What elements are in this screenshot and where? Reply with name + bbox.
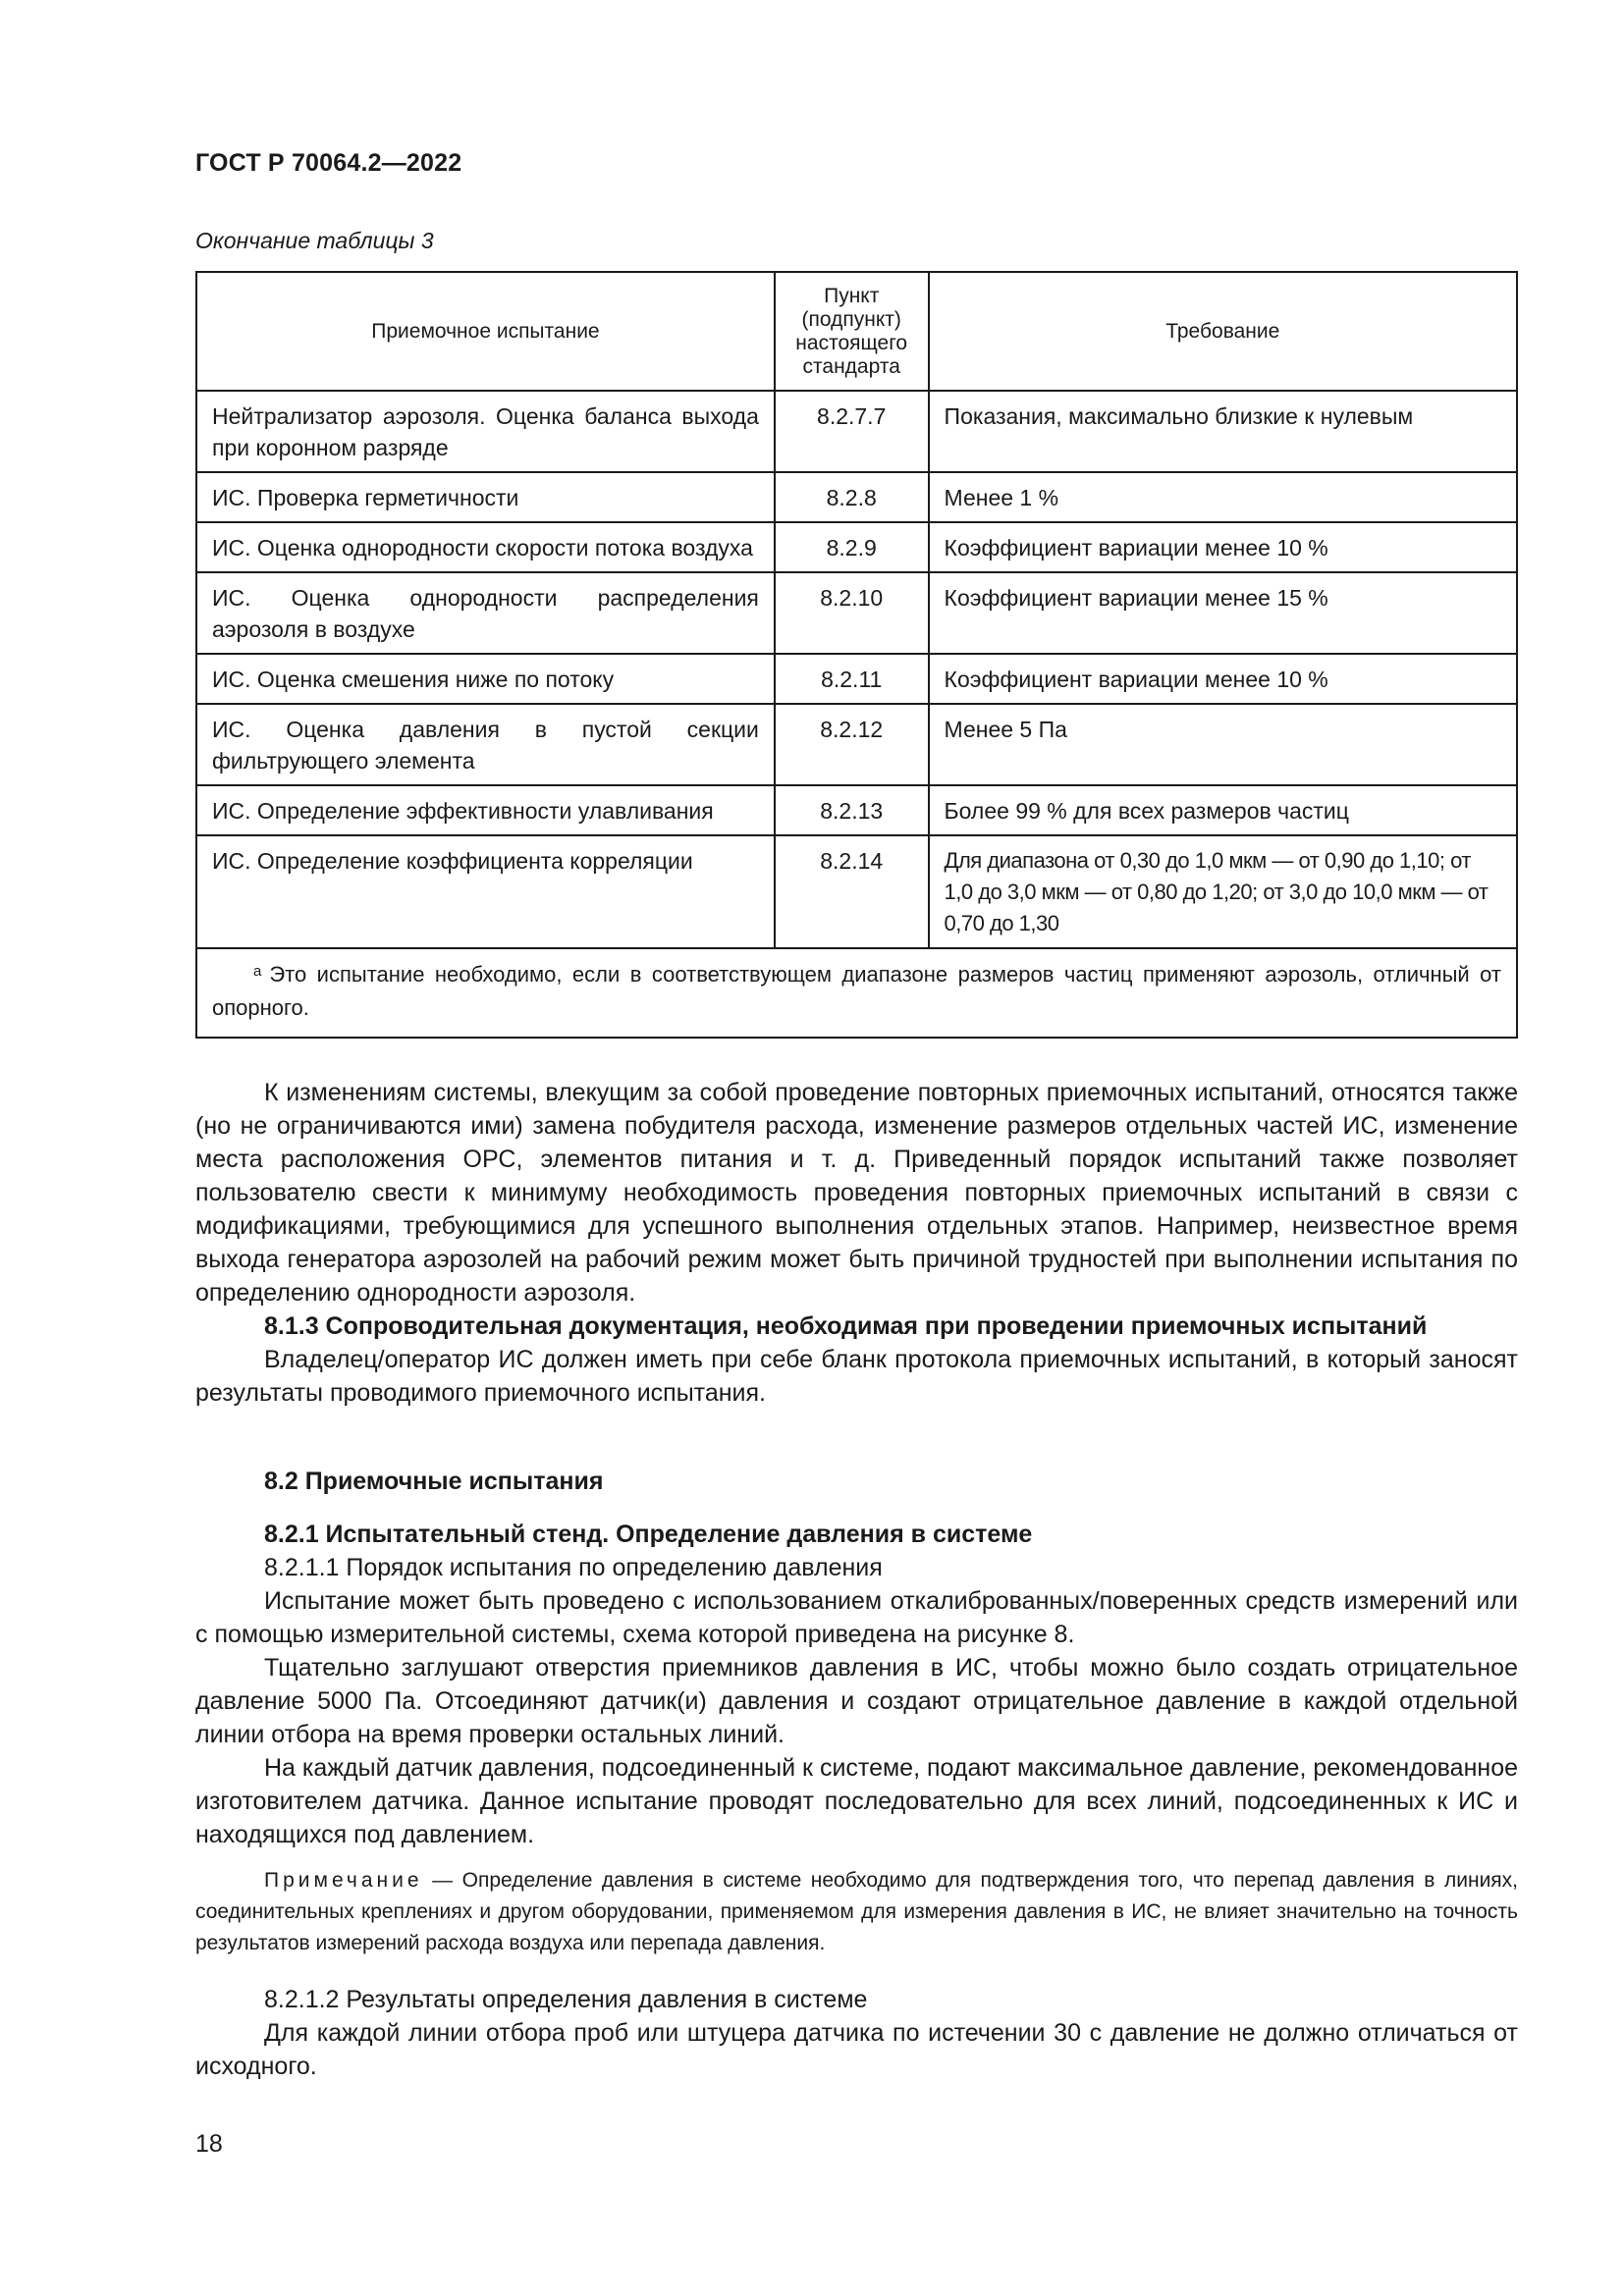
table-row bbox=[196, 704, 1517, 785]
section-heading-8-2: 8.2 Приемочные испытания bbox=[264, 1468, 604, 1495]
table-header-row bbox=[196, 272, 1517, 391]
page-number: 18 bbox=[195, 2130, 223, 2158]
subsection-heading-8-2-1-1: 8.2.1.1 Порядок испытания по определению давления bbox=[264, 1554, 883, 1581]
body-block-2 bbox=[195, 1465, 1518, 1498]
cell-test: ИС. Оценка смешения ниже по потоку bbox=[196, 654, 775, 704]
table-row bbox=[196, 572, 1517, 654]
cell-clause: 8.2.7.7 bbox=[775, 391, 929, 472]
footnote-text: Это испытание необходимо, если в соответствующем диапазоне размеров частиц применяют аэрозоль, отличный от опорного. bbox=[212, 962, 1501, 1020]
cell-test: Нейтрализатор аэрозоля. Оценка баланса выхода при коронном разряде bbox=[196, 391, 775, 472]
column-header-test: Приемочное испытание bbox=[196, 272, 775, 391]
note bbox=[195, 1865, 1518, 1959]
table-footnote bbox=[196, 948, 1517, 1038]
column-header-clause bbox=[775, 272, 929, 391]
paragraph: Владелец/оператор ИС должен иметь при себе бланк протокола приемочных испытаний, в который заносят результаты проводимого приемочного испытания. bbox=[195, 1346, 1518, 1407]
cell-clause: 8.2.9 bbox=[775, 522, 929, 572]
note-text: — Определение давления в системе необходимо для подтверждения того, что перепад давления в линиях, соединительных креплениях и другом оборудовании, применяемом для измерения давления в ИС, не влияет значительно на точность результатов измерений расхода воздуха или перепада давления. bbox=[195, 1869, 1519, 1954]
cell-clause: 8.2.14 bbox=[775, 835, 929, 948]
column-header-clause-line: (подпункт) bbox=[801, 307, 901, 331]
paragraph: К изменениям системы, влекущим за собой проведение повторных приемочных испытаний, относятся также (но не ограничиваются ими) замена побудителя расхода, изменение размеров отдельных частей ИС, изменение места расположения ОРС, элементов питания и т. д. Приведенный порядок испытаний также позволяет пользователю свести к минимуму необходимость проведения повторных приемочных испытаний в связи с модификациями, требующимися для успешного выполнения отдельных этапов. Например, неизвестное время выхода генератора аэрозолей на рабочий режим может быть причиной трудностей при выполнении испытания по определению однородности аэрозоля. bbox=[195, 1079, 1518, 1307]
cell-clause: 8.2.12 bbox=[775, 704, 929, 785]
body-block-4 bbox=[195, 1983, 1518, 2083]
table-row bbox=[196, 391, 1517, 472]
table-row bbox=[196, 472, 1517, 522]
column-header-clause-line: Пункт bbox=[824, 284, 880, 307]
footnote-marker: a bbox=[253, 963, 262, 980]
cell-clause: 8.2.8 bbox=[775, 472, 929, 522]
table-row bbox=[196, 522, 1517, 572]
section-heading-8-1-3: 8.1.3 Сопроводительная документация, необходимая при проведении приемочных испытаний bbox=[264, 1312, 1428, 1340]
column-header-requirement: Требование bbox=[929, 272, 1517, 391]
cell-clause: 8.2.11 bbox=[775, 654, 929, 704]
cell-requirement: Коэффициент вариации менее 10 % bbox=[929, 654, 1517, 704]
cell-requirement: Более 99 % для всех размеров частиц bbox=[929, 785, 1517, 835]
cell-clause: 8.2.13 bbox=[775, 785, 929, 835]
paragraph: На каждый датчик давления, подсоединенный к системе, подают максимальное давление, рекомендованное изготовителем датчика. Данное испытание проводят последовательно для всех линий, подсоединенных к ИС и находящихся под давлением. bbox=[195, 1754, 1518, 1848]
column-header-clause-line: настоящего bbox=[795, 331, 908, 354]
subsection-heading-8-2-1-2: 8.2.1.2 Результаты определения давления в системе bbox=[264, 1986, 868, 2013]
table-footnote-row bbox=[196, 948, 1517, 1038]
column-header-clause-line: стандарта bbox=[802, 354, 900, 378]
cell-clause: 8.2.10 bbox=[775, 572, 929, 654]
table-row bbox=[196, 835, 1517, 948]
cell-test: ИС. Определение коэффициента корреляции bbox=[196, 835, 775, 948]
cell-test: ИС. Проверка герметичности bbox=[196, 472, 775, 522]
cell-requirement: Показания, максимально близкие к нулевым bbox=[929, 391, 1517, 472]
cell-requirement: Менее 1 % bbox=[929, 472, 1517, 522]
cell-requirement: Менее 5 Па bbox=[929, 704, 1517, 785]
table-row bbox=[196, 785, 1517, 835]
cell-test: ИС. Оценка давления в пустой секции фильтрующего элемента bbox=[196, 704, 775, 785]
section-heading-8-2-1: 8.2.1 Испытательный стенд. Определение давления в системе bbox=[264, 1521, 1033, 1548]
paragraph: Тщательно заглушают отверстия приемников давления в ИС, чтобы можно было создать отрицательное давление 5000 Па. Отсоединяют датчик(и) давления и создают отрицательное давление в каждой отдельной линии отбора на время проверки остальных линий. bbox=[195, 1654, 1518, 1748]
cell-test: ИС. Оценка однородности скорости потока воздуха bbox=[196, 522, 775, 572]
cell-requirement: Для диапазона от 0,30 до 1,0 мкм — от 0,90 до 1,10; от 1,0 до 3,0 мкм — от 0,80 до 1,20; от 3,0 до 10,0 мкм — от 0,70 до 1,30 bbox=[929, 835, 1517, 948]
cell-requirement: Коэффициент вариации менее 10 % bbox=[929, 522, 1517, 572]
requirements-table bbox=[195, 271, 1518, 1039]
note-label: Примечание bbox=[264, 1869, 423, 1892]
table-caption: Окончание таблицы 3 bbox=[195, 228, 434, 253]
table-row bbox=[196, 654, 1517, 704]
paragraph: Испытание может быть проведено с использованием откалиброванных/поверенных средств измерений или с помощью измерительной системы, схема которой приведена на рисунке 8. bbox=[195, 1587, 1518, 1648]
body-block-3 bbox=[195, 1518, 1518, 1851]
paragraph: Для каждой линии отбора проб или штуцера датчика по истечении 30 с давление не должно отличаться от исходного. bbox=[195, 2019, 1518, 2080]
note-block bbox=[195, 1865, 1518, 1959]
cell-test: ИС. Определение эффективности улавливания bbox=[196, 785, 775, 835]
cell-requirement: Коэффициент вариации менее 15 % bbox=[929, 572, 1517, 654]
cell-test: ИС. Оценка однородности распределения аэрозоля в воздухе bbox=[196, 572, 775, 654]
body-block-1 bbox=[195, 1076, 1518, 1410]
document-code: ГОСТ Р 70064.2—2022 bbox=[195, 149, 462, 177]
